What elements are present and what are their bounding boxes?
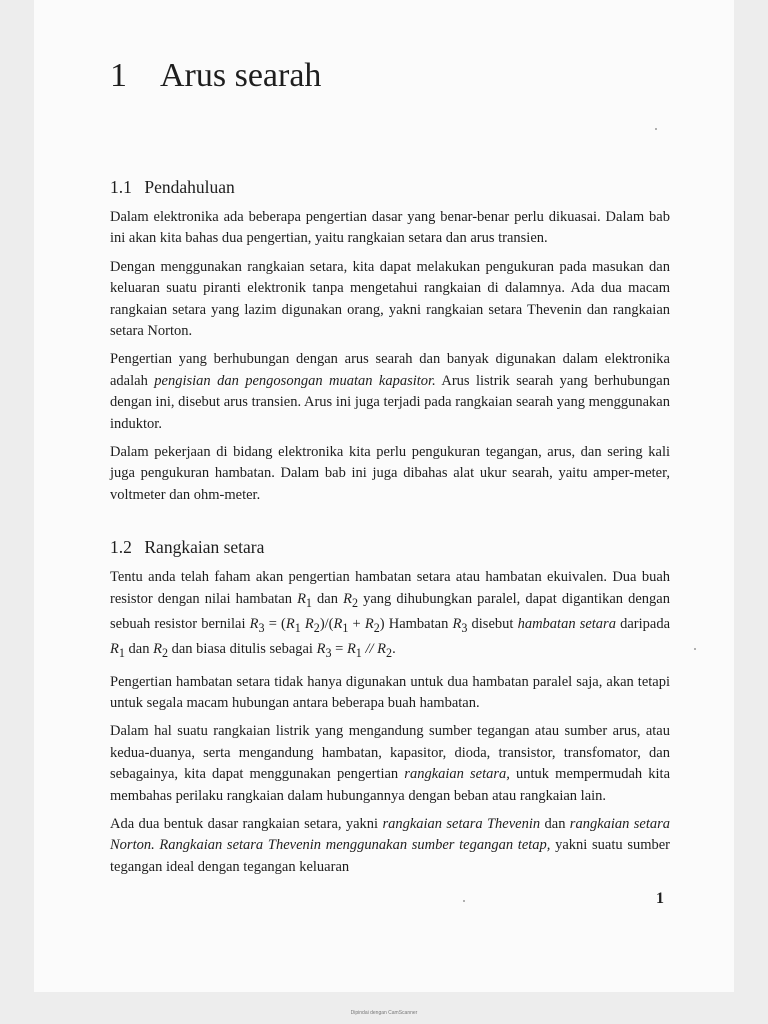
paragraph	[110, 721, 670, 807]
text-run: Arus listrik searah yang berhubungan dengan ini, disebut arus transien. Arus ini juga terjadi pada rangkaian searah yang menggunakan induktor.	[110, 372, 670, 432]
subscript: 1	[294, 620, 301, 635]
paragraph	[110, 567, 670, 664]
section-number: 1.2	[110, 537, 132, 558]
text-run: dan biasa ditulis sebagai	[168, 641, 317, 658]
page-content	[110, 176, 670, 885]
text-run: Dengan menggunakan rangkaian setara, kita dapat melakukan pengukuran pada masukan dan keluaran suatu piranti elektronik tanpa mengetahui rangkaian di dalamnya. Ada dua macam rangkaian setara yang lazim digunakan orang, yakni rangkaian setara Thevenin dan rangkaian setara Norton.	[110, 258, 670, 340]
scan-speck	[694, 648, 696, 650]
italic-text: R	[346, 641, 356, 658]
italic-text: R	[343, 590, 352, 607]
italic-text: hambatan setara	[517, 615, 616, 632]
text-run: = (	[264, 615, 286, 632]
scanner-footer-note: Dipindai dengan CamScanner	[350, 1010, 418, 1016]
subscript: 1	[305, 595, 312, 610]
subscript: 1	[355, 646, 362, 661]
text-run: Dalam hal suatu rangkaian listrik yang mengandung sumber tegangan atau sumber arus, atau kedua-duanya, serta mengandung hambatan, kapasitor, dioda, transistor, transfomator, dan sebagainya, kita dapat menggunakan pengertian	[110, 723, 670, 783]
text-run: dan	[311, 590, 344, 607]
scan-speck	[655, 128, 657, 130]
text-run: Dalam elektronika ada beberapa pengertian dasar yang benar-benar perlu dikuasai. Dalam bab ini akan kita bahas dua pengertian, yaitu rangkaian setara dan arus transien.	[110, 209, 670, 247]
text-run: dan	[540, 816, 570, 833]
italic-text: rangkaian setara Norton.	[110, 816, 671, 854]
text-run: dan	[124, 641, 154, 658]
subscript: 2	[161, 646, 168, 661]
italic-text: R	[249, 615, 259, 632]
italic-text: //	[361, 641, 378, 658]
subscript: 1	[342, 620, 349, 635]
section-heading	[110, 176, 670, 198]
text-run: .	[392, 641, 396, 658]
text-run: +	[348, 615, 365, 632]
subscript: 1	[118, 646, 125, 661]
italic-text: rangkaian setara,	[404, 766, 510, 783]
chapter-heading	[110, 56, 321, 96]
subscript: 3	[258, 620, 265, 635]
text-run: Tentu anda telah faham akan pengertian hambatan setara atau hambatan ekuivalen. Dua buah resistor dengan nilai hambatan	[110, 569, 670, 607]
text-run: =	[331, 641, 347, 658]
text-run: disebut	[467, 615, 518, 632]
text-run: yakni suatu sumber tegangan ideal dengan tegangan keluaran	[110, 837, 671, 875]
text-run: yang dihubungkan paralel, dapat digantikan dengan sebuah resistor bernilai	[110, 590, 670, 632]
italic-text: R	[285, 615, 295, 632]
text-run: daripada	[615, 615, 671, 632]
page-number: 1	[656, 890, 664, 907]
italic-text: R	[377, 641, 387, 658]
paragraph	[110, 672, 670, 715]
section-heading	[110, 536, 670, 558]
paragraph	[110, 257, 670, 343]
text-run: ) Hambatan	[379, 615, 453, 632]
italic-text: R	[364, 615, 374, 632]
section-equivalent-circuit	[110, 536, 670, 878]
section-introduction	[110, 176, 670, 506]
italic-text: R	[153, 641, 162, 658]
italic-text: R	[297, 590, 306, 607]
text-run: Dalam pekerjaan di bidang elektronika kita perlu pengukuran tegangan, arus, dan sering kali juga pengukuran hambatan. Dalam bab ini juga dibahas alat ukur searah, yaitu amper-meter, voltmeter dan ohm-meter.	[110, 444, 670, 503]
paragraph	[110, 349, 670, 435]
italic-text: R	[304, 615, 314, 632]
subscript: 2	[313, 620, 320, 635]
paragraph	[110, 814, 670, 878]
chapter-title: Arus searah	[160, 57, 322, 94]
text-run: )/(	[319, 615, 334, 632]
section-number: 1.1	[110, 177, 132, 197]
italic-text: R	[110, 641, 119, 658]
italic-text: pengisian dan pengosongan muatan kapasitor.	[154, 372, 436, 389]
paragraph	[110, 442, 670, 506]
italic-text: R	[452, 615, 462, 632]
italic-text: R	[333, 615, 343, 632]
text-run: Pengertian yang berhubungan dengan arus searah dan banyak digunakan dalam elektronika adalah	[110, 351, 670, 389]
text-run: Pengertian hambatan setara tidak hanya digunakan untuk dua hambatan paralel saja, akan tetapi untuk segala macam hubungan antara beberapa buah hambatan.	[110, 673, 670, 711]
scan-speck	[463, 900, 465, 902]
italic-text: rangkaian setara Thevenin	[382, 816, 541, 833]
subscript: 2	[351, 595, 358, 610]
subscript: 3	[461, 620, 468, 635]
subscript: 3	[325, 646, 332, 661]
section-title: Rangkaian setara	[144, 537, 265, 558]
subscript: 2	[386, 646, 393, 661]
paragraph	[110, 207, 670, 250]
text-run: Ada dua bentuk dasar rangkaian setara, yakni	[110, 816, 383, 833]
section-title: Pendahuluan	[144, 177, 235, 197]
subscript: 2	[373, 620, 380, 635]
italic-text: Rangkaian setara Thevenin menggunakan sumber tegangan tetap,	[159, 837, 551, 854]
text-run: untuk mempermudah kita membahas perilaku rangkaian dalam hubungannya dengan beban atau rangkaian lain.	[110, 766, 670, 804]
italic-text: R	[316, 641, 326, 658]
chapter-number: 1	[110, 57, 127, 94]
